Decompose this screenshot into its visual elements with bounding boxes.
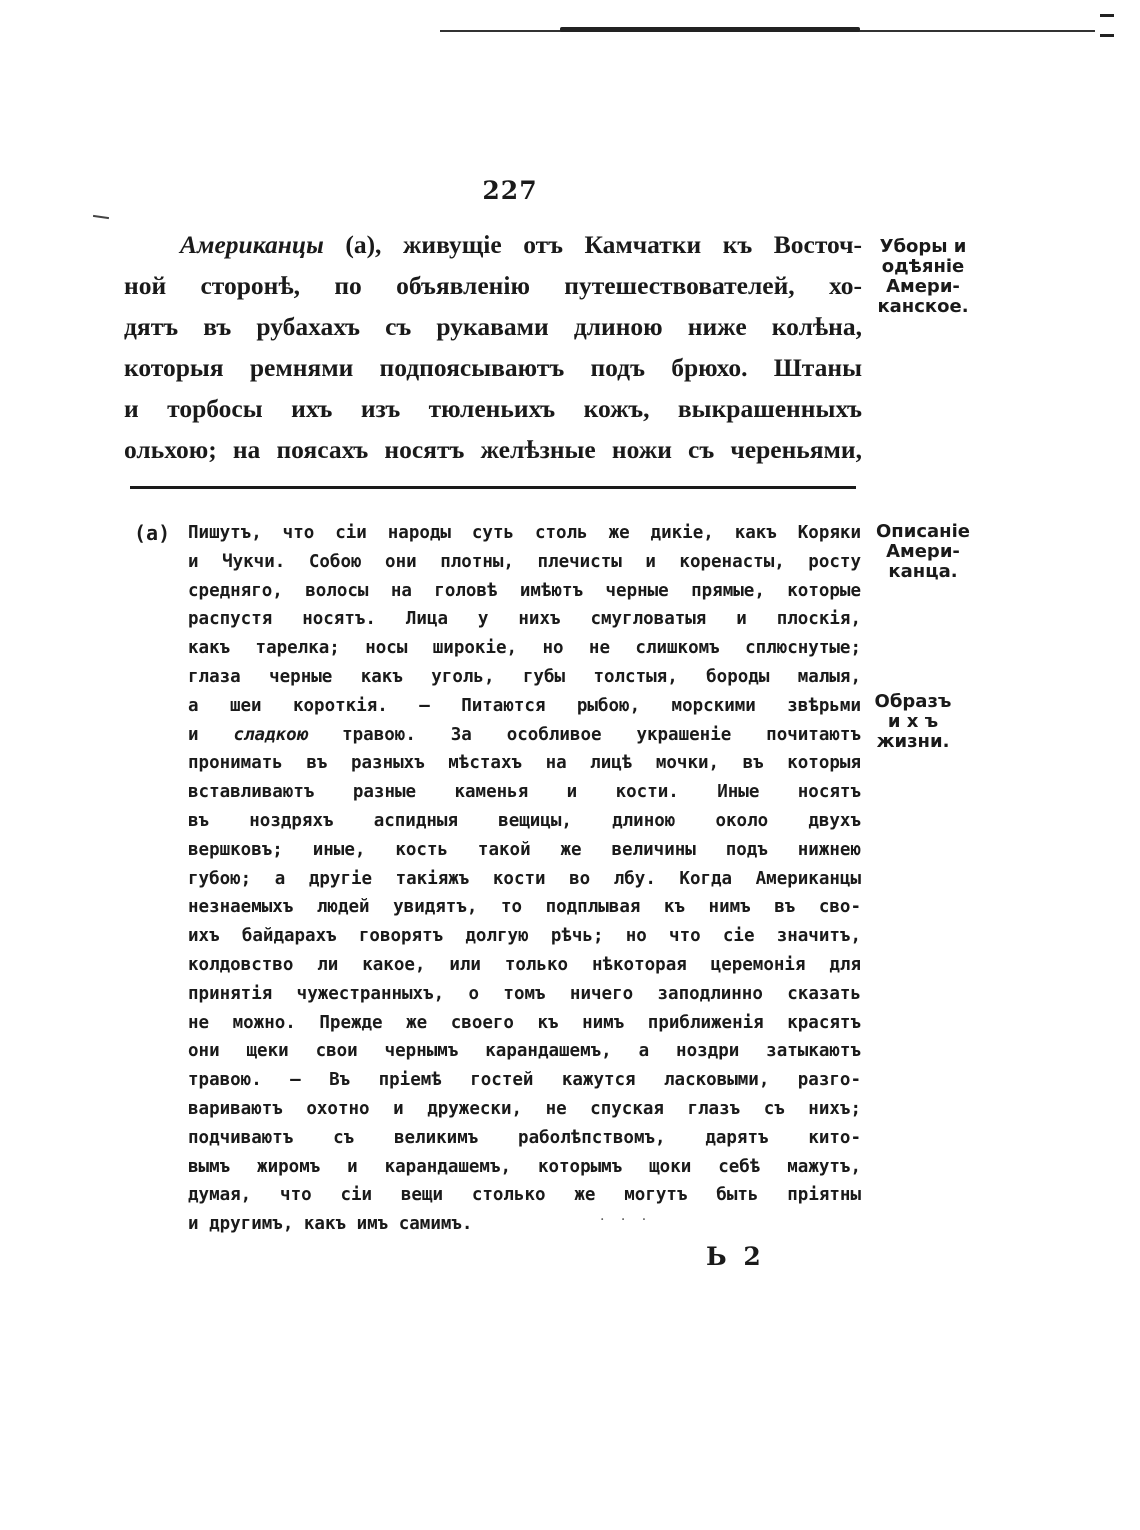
footnote-line: вариваютъ охотно и дружески, не спуская глазъ съ нихъ; bbox=[188, 1098, 861, 1119]
stray-mark bbox=[93, 215, 109, 219]
footnote-line: какъ тарелка; носы широкіе, но не слишкомъ сплюснутые; bbox=[188, 638, 861, 659]
footnote-line: вымъ жиромъ и карандашемъ, которымъ щоки себѣ мажутъ, bbox=[188, 1156, 861, 1177]
corner-mark bbox=[1100, 14, 1114, 17]
main-text-line bbox=[124, 224, 862, 265]
footnote-line: травою. — Въ пріемѣ гостей кажутся ласковыми, разго- bbox=[188, 1070, 861, 1091]
main-text-lead: Американцы bbox=[180, 230, 324, 259]
footnote-line: и другимъ, какъ имъ самимъ. bbox=[188, 1214, 473, 1235]
footnote-italic-word: сладкою bbox=[233, 724, 308, 745]
footnote-marker: (а) bbox=[134, 521, 171, 545]
margin-note-line: и х ъ bbox=[887, 711, 939, 732]
corner-mark bbox=[1100, 34, 1114, 37]
print-specks: · · · bbox=[600, 1212, 653, 1228]
footnote-line: и Чукчи. Собою они плотны, плечисты и коренасты, росту bbox=[188, 551, 861, 572]
main-text-line: дятъ въ рубахахъ съ рукавами длиною ниже колѣна, bbox=[124, 312, 862, 341]
footnote-line: незнаемыхъ людей увидятъ, то подплывая къ нимъ въ сво- bbox=[188, 897, 861, 918]
printer-signature: Ь 2 bbox=[706, 1242, 765, 1271]
main-text-line: ной сторонѣ, по объявленію путешествователей, хо- bbox=[124, 271, 862, 300]
footnote-line: губою; а другіе такіяжъ кости во лбу. Когда Американцы bbox=[188, 868, 861, 889]
page-number: 227 bbox=[482, 176, 538, 205]
main-text-line-rest: (а), живущіе отъ Камчатки къ Восточ- bbox=[323, 230, 862, 259]
margin-note-attire bbox=[873, 237, 973, 317]
footnote-line: вставливаютъ разные каменья и кости. Иные носятъ bbox=[188, 782, 861, 803]
margin-note-line: канца. bbox=[888, 561, 958, 582]
footnote-line: средняго, волосы на головѣ имѣютъ черные прямые, которые bbox=[188, 580, 861, 601]
margin-note-line: Образъ bbox=[874, 691, 952, 712]
footnote-separator bbox=[130, 486, 856, 489]
footnote-line: въ ноздряхъ аспидныя вещицы, длиною около двухъ bbox=[188, 810, 861, 831]
footnote-line: Пишутъ, что сіи народы суть столь же дикіе, какъ Коряки bbox=[188, 523, 861, 543]
footnote-line: думая, что сіи вещи столько же могутъ быть пріятны bbox=[188, 1185, 861, 1206]
footnote-line: а шеи короткія. — Питаются рыбою, морскими звѣрьми bbox=[188, 695, 861, 716]
footnote-line: принятія чужестранныхъ, о томъ ничего заподлинно сказать bbox=[188, 983, 861, 1004]
footnote-line: колдовство ли какое, или только нѣкоторая церемонія для bbox=[188, 954, 861, 975]
footnote-line: пронимать въ разныхъ мѣстахъ на лицѣ мочки, въ которыя bbox=[188, 753, 861, 774]
footnote-line-post: травою. За особливое украшеніе почитаютъ bbox=[307, 724, 861, 745]
footnote-line: вершковъ; иные, кость такой же величины подъ нижнею bbox=[188, 839, 861, 860]
main-text-line: которыя ремнями подпоясываютъ подъ брюхо. Штаны bbox=[124, 353, 862, 382]
footnote-line bbox=[188, 721, 861, 750]
margin-note-line: Описаніе bbox=[876, 521, 970, 542]
margin-note-line: одѣяніе bbox=[881, 256, 965, 277]
footnote-line: распустя носятъ. Лица у нихъ смугловатыя и плоскія, bbox=[188, 609, 861, 630]
margin-note-line: Амери- bbox=[886, 541, 960, 562]
main-text bbox=[124, 224, 862, 470]
margin-note-line: канское. bbox=[877, 296, 969, 317]
footnote-line: глаза черные какъ уголь, губы толстыя, бороды малыя, bbox=[188, 666, 861, 687]
main-text-line: ольхою; на поясахъ носятъ желѣзные ножи съ череньями, bbox=[124, 435, 862, 464]
top-edge-rule-thick bbox=[560, 27, 860, 32]
footnote-line: подчиваютъ съ великимъ раболѣпствомъ, дарятъ кито- bbox=[188, 1127, 861, 1148]
margin-note-line: жизни. bbox=[876, 731, 950, 752]
main-text-line: и торбосы ихъ изъ тюленьихъ кожъ, выкрашенныхъ bbox=[124, 394, 862, 423]
margin-note-line: Уборы и bbox=[879, 236, 967, 257]
margin-note-line: Амери- bbox=[886, 276, 960, 297]
margin-note-way-of-life bbox=[873, 692, 953, 752]
footnote-line: ихъ байдарахъ говорятъ долгую рѣчь; но что сіе значитъ, bbox=[188, 926, 861, 947]
footnote-line: они щеки свои чернымъ карандашемъ, а ноздри затыкаютъ bbox=[188, 1041, 861, 1062]
footnote-line-pre: и bbox=[188, 724, 234, 745]
margin-note-description bbox=[873, 522, 973, 582]
footnote-line: не можно. Прежде же своего къ нимъ приближенія красятъ bbox=[188, 1012, 861, 1033]
footnote bbox=[188, 519, 861, 1239]
